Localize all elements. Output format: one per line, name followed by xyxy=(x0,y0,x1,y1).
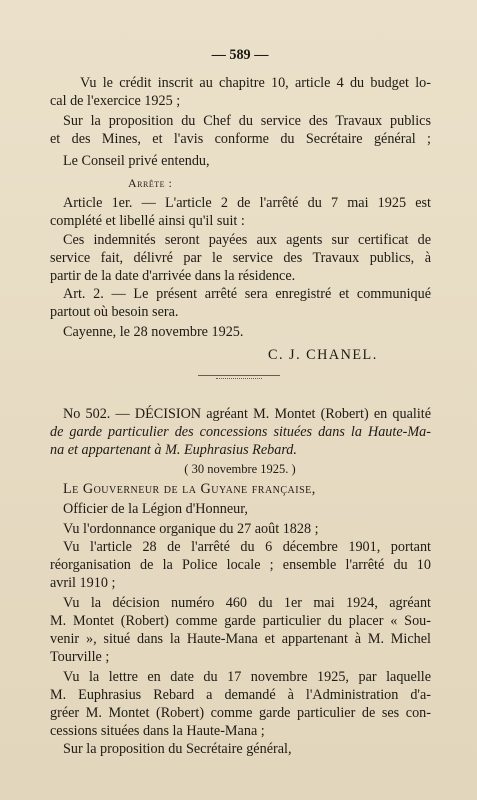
text-line: Vu le crédit inscrit au chapitre 10, article 4 du budget lo- xyxy=(80,75,431,91)
page-number: — 589 — xyxy=(211,47,269,63)
text-line: Vu l'ordonnance organique du 27 août 1828 ; xyxy=(63,521,319,537)
text-line: service fait, délivré par le service des Travaux publics, à xyxy=(50,250,431,266)
text-line: réorganisation de la Police locale ; ensemble l'arrêté du 10 xyxy=(50,557,431,573)
arrete-heading: Arrête : xyxy=(128,176,173,190)
text-line: Vu la décision numéro 460 du 1er mai 1924, agréant xyxy=(63,595,431,611)
text-line: partir de la date d'arrivée dans la résidence. xyxy=(50,268,296,284)
text-line: avril 1910 ; xyxy=(50,575,116,591)
text-line: Article 1er. — L'article 2 de l'arrêté du 7 mai 1925 est xyxy=(63,195,431,211)
text-line: Le Conseil privé entendu, xyxy=(63,153,210,169)
text-line: Vu l'article 28 de l'arrêté du 6 décembre 1901, portant xyxy=(63,539,431,555)
text-line: cal de l'exercice 1925 ; xyxy=(50,93,181,109)
text-line: Tourville ; xyxy=(50,649,110,665)
decision-title-line: de garde particulier des concessions situées dans la Haute-Ma- xyxy=(50,424,431,440)
place-date: Cayenne, le 28 novembre 1925. xyxy=(63,324,244,340)
section-divider xyxy=(198,375,280,376)
text-line: Sur la proposition du Secrétaire général, xyxy=(63,741,292,757)
text-line: M. Euphrasius Rebard a demandé à l'Administration d'a- xyxy=(50,687,431,703)
text-line: cessions situées dans la Haute-Mana ; xyxy=(50,723,265,739)
text-line: et des Mines, et l'avis conforme du Secrétaire général ; xyxy=(50,131,431,147)
decision-title-line: na et appartenant à M. Euphrasius Rebard. xyxy=(50,442,297,458)
signature: C. J. CHANEL. xyxy=(268,347,378,363)
officer-line: Officier de la Légion d'Honneur, xyxy=(63,501,248,517)
text-line: Ces indemnités seront payées aux agents sur certificat de xyxy=(63,232,431,248)
text-line: complété et libellé ainsi qu'il suit : xyxy=(50,213,245,229)
text-line: Art. 2. — Le présent arrêté sera enregistré et communiqué xyxy=(63,286,431,302)
text-line: Vu la lettre en date du 17 novembre 1925, par laquelle xyxy=(63,669,431,685)
text-line: Sur la proposition du Chef du service des Travaux publics xyxy=(63,113,431,129)
text-line: partout où besoin sera. xyxy=(50,304,179,320)
governor-line: Le Gouverneur de la Guyane française, xyxy=(63,481,316,497)
text-line: venir », situé dans la Haute-Mana et appartenant à M. Michel xyxy=(50,631,431,647)
decision-date: ( 30 novembre 1925. ) xyxy=(184,462,296,476)
decision-title-line: No 502. — DÉCISION agréant M. Montet (Robert) en qualité xyxy=(63,406,431,422)
text-line: gréer M. Montet (Robert) comme garde particulier de ses con- xyxy=(50,705,431,721)
text-line: M. Montet (Robert) comme garde particulier du placer « Sou- xyxy=(50,613,431,629)
